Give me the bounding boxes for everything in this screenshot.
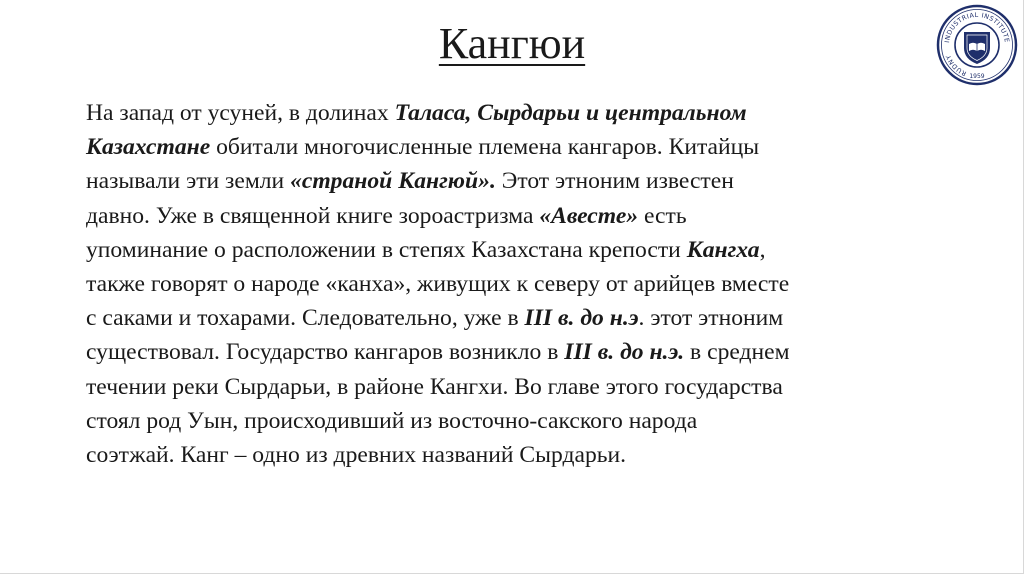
text-run: соэтжай. Канг – одно из древних названий Сырдарьи. [86, 442, 627, 469]
emphasized-text: Казахстане [86, 134, 211, 161]
emphasized-text: «Авесте» [539, 202, 639, 229]
text-run: давно. Уже в священной книге зороастризма [86, 202, 540, 229]
text-run: обитали многочисленные племена кангаров. Китайцы [210, 134, 760, 161]
emphasized-text: III в. до н.э [524, 305, 639, 332]
text-line [86, 164, 946, 198]
text-run: , [759, 236, 766, 263]
emphasized-text: Таласа, Сырдарьи и центральном [394, 100, 747, 126]
text-line [86, 96, 946, 130]
slide-title [0, 14, 1024, 74]
text-run: существовал. Государство кангаров возникло в [86, 339, 565, 366]
institute-seal-icon [936, 4, 1018, 86]
text-run: в среднем [684, 339, 790, 366]
text-run: На запад от усуней, в долинах [86, 100, 395, 126]
text-line [86, 438, 946, 472]
text-run: называли эти земли [86, 168, 291, 195]
text-run: также говорят о народе «канха», живущих к северу от арийцев вместе [86, 271, 790, 298]
seal-ring-text-top: INDUSTRIAL INSTITUTE [943, 10, 1011, 44]
seal-ring-text-left: RUDNY [944, 53, 968, 78]
seal-year: 1959 [969, 73, 985, 80]
text-line [86, 335, 946, 369]
text-run: Этот этноним известен [495, 168, 734, 195]
emphasized-text: III в. до н.э. [564, 339, 685, 366]
text-line [86, 370, 946, 404]
text-line [86, 130, 946, 164]
body-paragraph [86, 96, 946, 472]
text-line [86, 404, 946, 438]
text-line [86, 301, 946, 335]
text-run: . этот этноним [638, 305, 784, 332]
text-run: с саками и тохарами. Следовательно, уже в [86, 305, 525, 332]
emphasized-text: «страной Кангюй». [290, 168, 496, 195]
text-run: есть [638, 202, 687, 229]
text-line [86, 233, 946, 267]
text-line [86, 267, 946, 301]
text-run: упоминание о расположении в степях Казахстана крепости [86, 236, 687, 263]
emphasized-text: Кангха [686, 236, 760, 263]
text-run: стоял род Уын, происходивший из восточно-сакского народа [86, 407, 698, 434]
slide-title-text: Кангюи [438, 19, 586, 68]
text-line [86, 199, 946, 233]
text-run: течении реки Сырдарьи, в районе Кангхи. Во главе этого государства [86, 373, 783, 400]
